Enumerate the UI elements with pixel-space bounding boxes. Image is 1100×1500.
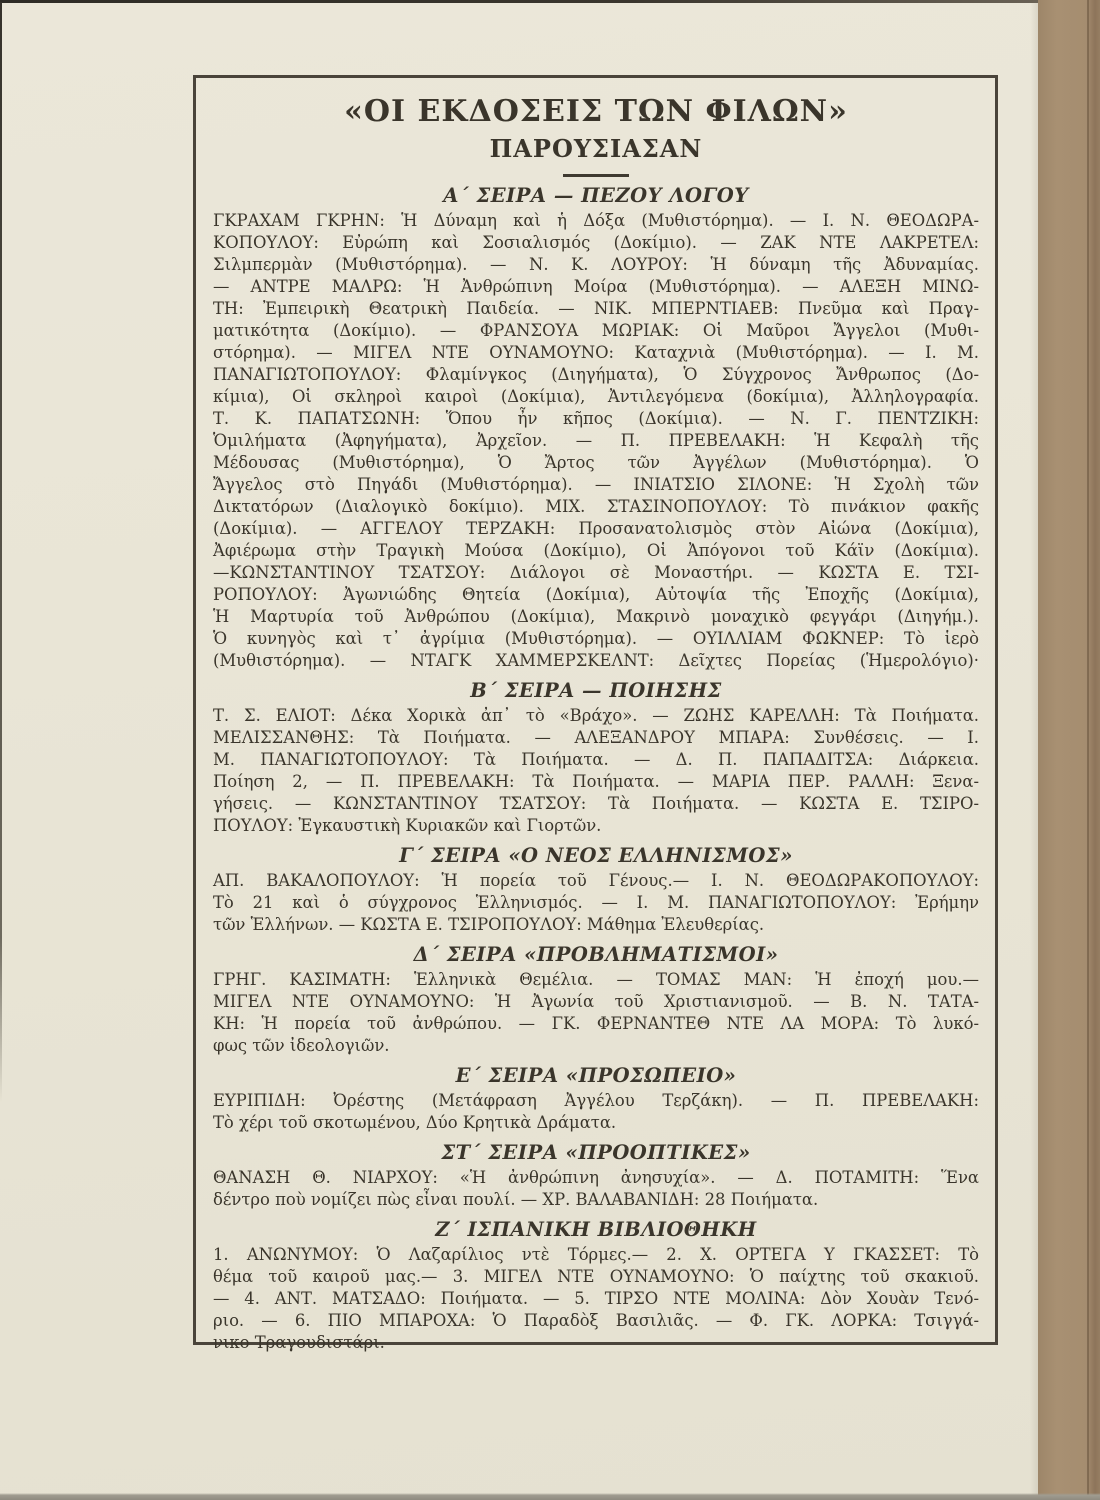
text-line: φως τῶν ἰδεολογιῶν. <box>213 1036 390 1055</box>
text-line: Ἀφιέρωμα στὴν Τραγικὴ Μούσα (Δοκίμιο), Οἱ Ἀπόγονοι τοῦ Κάϊν (Δοκίμια). <box>213 541 979 560</box>
series-heading: Γ΄ ΣΕΙΡΑ «Ο ΝΕΟΣ ΕΛΛΗΝΙΣΜΟΣ» <box>399 844 793 867</box>
text-line: Ὁ κυνηγὸς καὶ τ᾿ ἀγρίμια (Μυθιστόρημα). — ΟΥΙΛΛΙΑΜ ΦΩΚΝΕΡ: Τὸ ἱερὸ <box>213 629 979 648</box>
text-line: 1. ΑΝΩΝΥΜΟΥ: Ὁ Λαζαρίλιος ντὲ Τόρμες.— 2. Χ. ΟΡΤΕΓΑ Υ ΓΚΑΣΣΕΤ: Τὸ <box>213 1245 979 1264</box>
text-line: γήσεις. — ΚΩΝΣΤΑΝΤΙΝΟΥ ΤΣΑΤΣΟΥ: Τὰ Ποιήματα. — ΚΩΣΤΑ Ε. ΤΣΙΡΟ- <box>213 794 979 813</box>
series-heading: Β΄ ΣΕΙΡΑ — ΠΟΙΗΣΗΣ <box>470 679 722 702</box>
text-line: ΡΟΠΟΥΛΟΥ: Ἀγωνιώδης Θητεία (Δοκίμια), Αὐτοψία τῆς Ἐποχῆς (Δοκίμια), <box>213 585 979 604</box>
text-line: ΓΡΗΓ. ΚΑΣΙΜΑΤΗ: Ἑλληνικὰ Θεμέλια. — ΤΟΜΑΣ ΜΑΝ: Ἡ ἐποχή μου.— <box>213 970 979 989</box>
text-line: στόρημα). — ΜΙΓΕΛ ΝΤΕ ΟΥΝΑΜΟΥΝΟ: Καταχνιὰ (Μυθιστόρημα). — Ι. Μ. <box>213 343 979 362</box>
text-line: ΚΗ: Ἡ πορεία τοῦ ἀνθρώπου. — ΓΚ. ΦΕΡΝΑΝΤΕΘ ΝΤΕ ΛΑ ΜΟΡΑ: Τὸ λυκό- <box>213 1014 979 1033</box>
text-line: Τ. Σ. ΕΛΙΟΤ: Δέκα Χορικὰ ἀπ᾿ τὸ «Βράχο». — ΖΩΗΣ ΚΑΡΕΛΛΗ: Τὰ Ποιήματα. <box>213 706 979 725</box>
text-line: τῶν Ἑλλήνων. — ΚΩΣΤΑ Ε. ΤΣΙΡΟΠΟΥΛΟΥ: Μάθημα Ἐλευθερίας. <box>213 915 765 934</box>
page-title: «ΟΙ ΕΚΔΟΣΕΙΣ ΤΩΝ ΦΙΛΩΝ» <box>344 94 848 129</box>
text-line: Τὸ χέρι τοῦ σκοτωμένου, Δύο Κρητικὰ Δράματα. <box>213 1113 617 1132</box>
page-subtitle: ΠΑΡΟΥΣΙΑΣΑΝ <box>489 134 703 163</box>
text-line: Ἄγγελος στὸ Πηγάδι (Μυθιστόρημα). — ΙΝΙΑΤΣΙΟ ΣΙΛΟΝΕ: Ἡ Σχολὴ τῶν <box>213 475 979 494</box>
text-line: ΑΠ. ΒΑΚΑΛΟΠΟΥΛΟΥ: Ἡ πορεία τοῦ Γένους.— Ι. Ν. ΘΕΟΔΩΡΑΚΟΠΟΥΛΟΥ: <box>213 871 979 890</box>
text-line: — 4. ΑΝΤ. ΜΑΤΣΑΔΟ: Ποιήματα. — 5. ΤΙΡΣΟ ΝΤΕ ΜΟΛΙΝΑ: Δὸν Χουὰν Τενό- <box>213 1289 979 1308</box>
text-line: Δικτατόρων (Διαλογικὸ δοκίμιο). ΜΙΧ. ΣΤΑΣΙΝΟΠΟΥΛΟΥ: Τὸ πινάκιον φακῆς <box>213 497 979 516</box>
text-line: (Δοκίμια). — ΑΓΓΕΛΟΥ ΤΕΡΖΑΚΗ: Προσανατολισμὸς στὸν Αἰώνα (Δοκίμια), <box>213 519 979 538</box>
series-heading: Δ΄ ΣΕΙΡΑ «ΠΡΟΒΛΗΜΑΤΙΣΜΟΙ» <box>413 943 779 966</box>
text-line: ΜΕΛΙΣΣΑΝΘΗΣ: Τὰ Ποιήματα. — ΑΛΕΞΑΝΔΡΟΥ ΜΠΑΡΑ: Συνθέσεις. — Ι. <box>213 728 979 747</box>
cover-spine-edge-line <box>1087 0 1089 1500</box>
text-line: Τ. Κ. ΠΑΠΑΤΣΩΝΗ: Ὅπου ἦν κῆπος (Δοκίμια). — Ν. Γ. ΠΕΝΤΖΙΚΗ: <box>213 409 979 428</box>
text-line: ΤΗ: Ἐμπειρικὴ Θεατρικὴ Παιδεία. — ΝΙΚ. ΜΠΕΡΝΤΙΑΕΒ: Πνεῦμα καὶ Πραγ- <box>213 299 979 318</box>
text-line: Ὁμιλήματα (Ἀφηγήματα), Ἀρχεῖον. — Π. ΠΡΕΒΕΛΑΚΗ: Ἡ Κεφαλὴ τῆς <box>213 431 979 450</box>
text-line: ΚΟΠΟΥΛΟΥ: Εὐρώπη καὶ Σοσιαλισμός (Δοκίμιο). — ΖΑΚ ΝΤΕ ΛΑΚΡΕΤΕΛ: <box>213 233 979 252</box>
series-section <box>213 1218 979 1354</box>
text-line: Ποίηση 2, — Π. ΠΡΕΒΕΛΑΚΗ: Τὰ Ποιήματα. — ΜΑΡΙΑ ΠΕΡ. ΡΑΛΛΗ: Ξενα- <box>213 772 979 791</box>
text-line: Σιλμπερμὰν (Μυθιστόρημα). — Ν. Κ. ΛΟΥΡΟΥ: Ἡ δύναμη τῆς Ἀδυναμίας. <box>213 255 979 274</box>
printed-frame <box>193 75 998 1352</box>
series-section <box>213 1064 979 1134</box>
series-section <box>213 1141 979 1211</box>
scan-edge-left <box>0 2 2 1102</box>
series-section <box>213 184 979 672</box>
text-line: ριο. — 6. ΠΙΟ ΜΠΑΡΟΧΑ: Ὁ Παραδὸξ Βασιλιᾶς. — Φ. ΓΚ. ΛΟΡΚΑ: Τσιγγά- <box>213 1311 979 1330</box>
text-line: ματικότητα (Δοκίμιο). — ΦΡΑΝΣΟΥΑ ΜΩΡΙΑΚ: Οἱ Μαῦροι Ἄγγελοι (Μυθι- <box>213 321 979 340</box>
title-divider <box>563 174 629 177</box>
text-line: Μέδουσας (Μυθιστόρημα), Ὁ Ἄρτος τῶν Ἀγγέλων (Μυθιστόρημα). Ὁ <box>213 453 979 472</box>
text-line: ΜΙΓΕΛ ΝΤΕ ΟΥΝΑΜΟΥΝΟ: Ἡ Ἀγωνία τοῦ Χριστιανισμοῦ. — Β. Ν. ΤΑΤΑ- <box>213 992 979 1011</box>
series-heading: Ε΄ ΣΕΙΡΑ «ΠΡΟΣΩΠΕΙΟ» <box>455 1064 737 1087</box>
text-line: ΕΥΡΙΠΙΔΗ: Ὀρέστης (Μετάφραση Ἀγγέλου Τερζάκη). — Π. ΠΡΕΒΕΛΑΚΗ: <box>213 1091 979 1110</box>
text-line: θέμα τοῦ καιροῦ μας.— 3. ΜΙΓΕΛ ΝΤΕ ΟΥΝΑΜΟΥΝΟ: Ὁ παίχτης τοῦ σκακιοῦ. <box>213 1267 979 1286</box>
cover-spine-band <box>1038 0 1100 1500</box>
series-heading: ΣΤ΄ ΣΕΙΡΑ «ΠΡΟΟΠΤΙΚΕΣ» <box>441 1141 751 1164</box>
series-heading: Α΄ ΣΕΙΡΑ — ΠΕΖΟΥ ΛΟΓΟΥ <box>443 184 749 207</box>
text-line: νικο Τραγουδιστάρι. <box>213 1333 385 1352</box>
text-line: Τὸ 21 καὶ ὁ σύγχρονος Ἑλληνισμός. — Ι. Μ. ΠΑΝΑΓΙΩΤΟΠΟΥΛΟΥ: Ἐρήμην <box>213 893 979 912</box>
series-section <box>213 943 979 1057</box>
series-sections <box>213 184 979 1354</box>
scan-edge-top <box>0 0 1052 3</box>
text-line: —ΚΩΝΣΤΑΝΤΙΝΟΥ ΤΣΑΤΣΟΥ: Διάλογοι σὲ Μοναστήρι. — ΚΩΣΤΑ Ε. ΤΣΙ- <box>213 563 979 582</box>
text-line: κίμια), Οἱ σκληροὶ καιροὶ (Δοκίμια), Ἀντιλεγόμενα (δοκίμια), Ἀλληλογραφία. <box>213 387 979 406</box>
text-line: — ΑΝΤΡΕ ΜΑΛΡΩ: Ἡ Ἀνθρώπινη Μοίρα (Μυθιστόρημα). — ΑΛΕΞΗ ΜΙΝΩ- <box>213 277 979 296</box>
text-line: ΓΚΡΑΧΑΜ ΓΚΡΗΝ: Ἡ Δύναμη καὶ ἡ Δόξα (Μυθιστόρημα). — Ι. Ν. ΘΕΟΔΩΡΑ- <box>213 211 979 230</box>
text-line: ΠΑΝΑΓΙΩΤΟΠΟΥΛΟΥ: Φλαμίνγκος (Διηγήματα), Ὁ Σύγχρονος Ἄνθρωπος (Δο- <box>213 365 979 384</box>
series-section <box>213 844 979 936</box>
text-line: Μ. ΠΑΝΑΓΙΩΤΟΠΟΥΛΟΥ: Τὰ Ποιήματα. — Δ. Π. ΠΑΠΑΔΙΤΣΑ: Διάρκεια. <box>213 750 979 769</box>
text-line: Ἡ Μαρτυρία τοῦ Ἀνθρώπου (Δοκίμια), Μακρινὸ μοναχικὸ φεγγάρι (Διηγήμ.). <box>213 607 979 626</box>
text-line: ΘΑΝΑΣΗ Θ. ΝΙΑΡΧΟΥ: «Ἡ ἀνθρώπινη ἀνησυχία». — Δ. ΠΟΤΑΜΙΤΗ: Ἕνα <box>213 1168 979 1187</box>
text-line: δέντρο ποὺ νομίζει πὼς εἶναι πουλί. — ΧΡ. ΒΑΛΑΒΑΝΙΔΗ: 28 Ποιήματα. <box>213 1190 819 1209</box>
text-line: ΠΟΥΛΟΥ: Ἐγκαυστικὴ Κυριακῶν καὶ Γιορτῶν. <box>213 816 602 835</box>
scan-edge-bottom <box>0 1493 1100 1500</box>
series-heading: Ζ΄ ΙΣΠΑΝΙΚΗ ΒΙΒΛΙΟΘΗΚΗ <box>435 1218 757 1241</box>
text-line: (Μυθιστόρημα). — ΝΤΑΓΚ ΧΑΜΜΕΡΣΚΕΛΝΤ: Δεῖχτες Πορείας (Ἡμερολόγιο)· <box>213 651 979 670</box>
series-section <box>213 679 979 837</box>
